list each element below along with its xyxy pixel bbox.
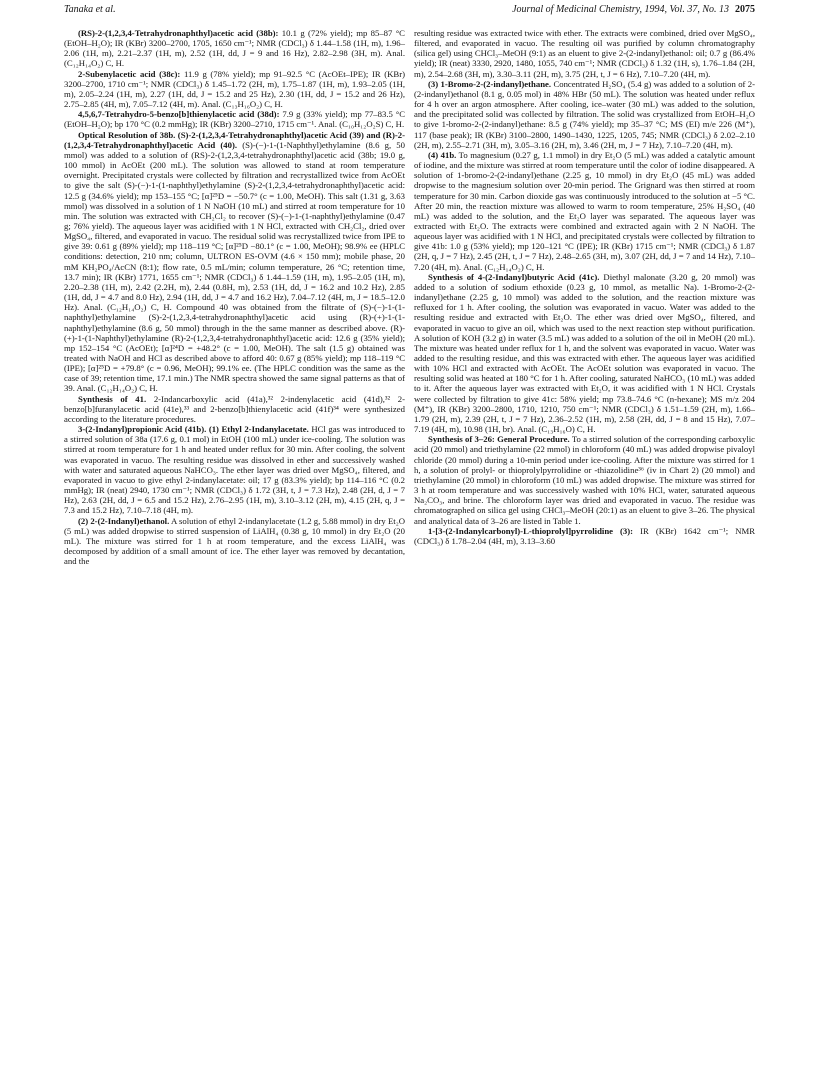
paragraph-body: HCl gas was introduced to a stirred solution of 38a (17.6 g, 0.1 mol) in EtOH (100 mL) under ice-cooling. The solution was stirred at room temperature for 1 h and heated under reflux for 30 min. After cooling, the solvent was evaporated in vacuo. The resulting residue was dissolved in ether and successively washed with water and saturated aqueous NaHCO₃. The ether layer was dried over MgSO₄, filtered, and evaporated in vacuo to give ethyl 2-indanylacetate: oil; 17 g (83.3% yield); bp 114–116 °C (0.2 mmHg); IR (neat) 2940, 1730 cm⁻¹; NMR (CDCl₃) δ 1.72 (3H, t, J = 7.3 Hz), 2.48 (2H, d, J = 7 Hz), 2.63 (2H, dd, J = 6.5 and 15.2 Hz), 2.76–2.95 (1H, m), 3.10–3.12 (2H, m), 4.15 (2H, q, J = 7.3 and 15.2 Hz), 7.10–7.18 (4H, m).: [64, 424, 406, 516]
paragraph: [414, 150, 755, 272]
paragraph: [64, 130, 405, 394]
paragraph-heading: Optical Resolution of 38b. (S)-2-(1,2,3,4-Tetrahydronaphthyl)acetic Acid (39) and (R)-2-(1,2,3,4-Tetrahydronaphthyl)acetic Acid (40).: [64, 129, 405, 150]
paragraph-body: 10.1 g (72% yield); mp 85–87 °C (EtOH–H₂O); IR (KBr) 3200–2700, 1705, 1650 cm⁻¹; NMR (CDCl₃) δ 1.44–1.58 (1H, m), 1.96–2.06 (1H, m), 2.21–2.37 (1H, m), 2.52 (1H, dd, J = 9 and 16 Hz), 2.82–2.98 (3H, m). Anal. (C₁₂H₁₄O₂) C, H.: [64, 28, 405, 69]
paragraph: [414, 272, 755, 435]
running-header: [64, 4, 755, 22]
header-authors: Tanaka et al.: [64, 4, 116, 15]
paragraph-body: 2-Indancarboxylic acid (41a),³² 2-indenylacetic acid (41d),³² 2-benzo[b]furanylacetic acid (41e),³³ and 2-benzo[b]thienylacetic acid (41f)³⁴ were synthesized according to the literature procedures.: [64, 393, 406, 424]
header-journal: [512, 4, 755, 15]
paragraph-body: IR (KBr) 1642 cm⁻¹; NMR (CDCl₃) δ 1.78–2.04 (4H, m), 3.13–3.60: [414, 525, 756, 546]
paragraph: [414, 28, 755, 79]
paragraph-body: To magnesium (0.27 g, 1.1 mmol) in dry Et₂O (5 mL) was added a catalytic amount of iodine, and the mixture was stirred at room temperature until the color of iodine disappeared. A solution of 1-bromo-2-(2-indanyl)ethane (2.25 g, 10 mmol) in dry Et₂O (45 mL) was added dropwise to the magnesium solution over 20-min period. The Grignard was then stirred at room temperature for 30 min. Carbon dioxide gas was continuously introduced to the solution at −5 °C. After 20 min, the reaction mixture was allowed to warm to room temperature, 25% H₂SO₄ (40 mL) was added to the solution, and the Et₂O layer was separated. The aqueous layer was extracted with Et₂O. The extracts were combined and extracted again with 2 N NaOH. The aqueous layer was acidified with 1 N HCl, and precipitated crystals were collected by filtration to give 41b: 1.0 g (53% yield); mp 120–121 °C (IPE); IR (KBr) 1715 cm⁻¹; NMR (CDCl₃) δ 1.87 (2H, q, J = 7 Hz), 2.45 (2H, t, J = 7 Hz), 2.48–2.65 (3H, m), 3.07 (2H, dd, J = 7 and 14 Hz), 7.10–7.20 (4H, m). Anal. (C₁₂H₁₄O₂) C, H.: [414, 149, 755, 272]
paragraph: [64, 109, 405, 129]
right-column: [414, 28, 755, 546]
paragraph: [64, 516, 405, 567]
paragraph-body: 11.9 g (78% yield); mp 91–92.5 °C (AcOEt–IPE); IR (KBr) 3200–2700, 1710 cm⁻¹; NMR (CDCl₃) δ 1.45–1.72 (2H, m), 1.75–1.87 (1H, m), 1.93–2.05 (1H, m), 2.05–2.24 (1H, m), 2.27 (1H, dd, J = 15.2 and 25 Hz), 2.30 (1H, dd, J = 15.2 and 26 Hz), 2.75–2.85 (4H, m), 7.05–7.12 (4H, m). Anal. (C₁₃H₁₆O₂) C, H.: [64, 68, 405, 110]
paragraph-heading: Synthesis of 3–26: General Procedure.: [428, 434, 570, 445]
paragraph: [64, 28, 405, 69]
paragraph-body: resulting residue was extracted twice with ether. The extracts were combined, dried over MgSO₄, filtered, and evaporated in vacuo. The resulting oil was purified by column chromatography (silica gel) using CHCl₃–MeOH (9:1) as an eluent to give 2-(2-indanyl)ethanol: oil; 0.7 g (86.4% yield); IR (neat) 3330, 2920, 1480, 1055, 740 cm⁻¹; NMR (CDCl₃) δ 1.32 (1H, s), 1.76–1.84 (2H, m), 2.54–2.68 (3H, m), 3.30–3.11 (2H, m), 3.75 (2H, t, J = 6 Hz), 7.10–7.20 (4H, m).: [414, 28, 755, 79]
paragraph: [64, 69, 405, 110]
paragraph: [64, 424, 405, 515]
paragraph-heading: (3) 1-Bromo-2-(2-indanyl)ethane.: [428, 78, 552, 89]
paragraph-body: Concentrated H₂SO₄ (5.4 g) was added to a solution of 2-(2-indanyl)ethanol (8.1 g, 0.05 mol) in 48% HBr (50 mL). The solution was heated under reflux for 4 h over an argon atmosphere. After cooling, ice–water (30 mL) was added to the solution, and the precipitated solid was collected by filtration. The solid was crystallized from EtOH–H₂O to give 1-bromo-2-(2-indanyl)ethane: 8.5 g (74% yield); mp 35–37 °C; MS (EI) m/e 226 (M⁺), 117 (base peak); IR (KBr) 3100–2800, 1490–1430, 1225, 1205, 745; NMR (CDCl₃) δ 2.02–2.10 (2H, m), 2.55–2.71 (3H, m), 3.05–3.16 (2H, m), 3.46 (2H, m, J = 7 Hz), 7.10–7.20 (4H, m).: [414, 78, 756, 150]
paragraph-body: A solution of ethyl 2-indanylacetate (1.2 g, 5.88 mmol) in dry Et₂O (5 mL) was added dropwise to stirred suspension of LiAlH₄ (0.38 g, 10 mmol) in dry Et₂O (20 mL). The mixture was stirred for 1 h at room temperature, and the excess LiAlH₄ was decomposed by addition of a small amount of ice. The ether layer was removed by decantation, and the: [64, 515, 405, 567]
paragraph: [64, 394, 405, 424]
paragraph-heading: Synthesis of 41.: [78, 393, 147, 404]
paragraph-body: 7.9 g (33% yield); mp 77–83.5 °C (EtOH–H₂O); bp 170 °C (0.2 mmHg); IR (KBr) 3200–2710, 1715 cm⁻¹. Anal. (C₁₀H₁₂O₂S) C, H.: [64, 109, 405, 130]
paragraph-heading: Synthesis of 4-(2-Indanyl)butyric Acid (41c).: [428, 271, 600, 282]
paragraph-heading: 3-(2-Indanyl)propionic Acid (41b). (1) Ethyl 2-Indanylacetate.: [78, 424, 309, 435]
paragraph-body: Diethyl malonate (3.20 g, 20 mmol) was added to a solution of sodium ethoxide (0.23 g, 10 mmol, as metallic Na). 1-Bromo-2-(2-indanyl)ethane (2.25 g, 10 mmol) was added to the solution, and the reaction mixture was refluxed for 1 h. After cooling, the solution was evaporated in vacuo. Water was added to the resulting residue and extracted with Et₂O. The ether was dried over MgSO₄, filtered, and evaporated in vacuo to give an oil, which was used to the next reaction step without purification. A solution of KOH (3.2 g) in water (3.5 mL) was added to a solution of the oil in MeOH (20 mL). The mixture was heated under reflux for 1 h, and the solvent was evaporated in vacuo. Water was added to the resulting residue, and this was extracted with ether. The aqueous layer was acidified with 10% HCl and extracted with AcOEt. The AcOEt solution was evaporated in vacuo. The resulting solid was heated at 180 °C for 1 h. After cooling, saturated NaHCO₃ (10 mL) was added to it. After the aqueous layer was extracted with Et₂O, it was acidified with 1 N HCl. Crystals were collected by filtration to give 41c: 58% yield; mp 73.8–74.6 °C (n-hexane); MS m/z 204 (M⁺), IR (KBr) 3200–2800, 1710, 1210, 750 cm⁻¹; NMR (CDCl₃) δ 1.51–1.59 (2H, m), 1.66–1.79 (2H, m), 2.39 (2H, t, J = 7 Hz), 2.36–2.52 (1H, m), 2.58 (2H, dd, J = 8 and 15 Hz), 7.07–7.19 (4H, m), 10.98 (1H, br). Anal. (C₁₃H₁₆O) C, H.: [414, 271, 755, 435]
paragraph: [414, 79, 755, 150]
paragraph-heading: (4) 41b.: [428, 149, 457, 160]
paragraph-heading: 2-Subenylacetic acid (38c):: [78, 68, 181, 79]
paragraph-body: To a stirred solution of the corresponding carboxylic acid (20 mmol) and triethylamine (22 mmol) in chloroform (40 mL) was added dropwise pivaloyl chloride (20 mmol) during a 10-min period under ice-cooling. After the mixture was stirred for 1 h, a solution of prolyl- or thioprolylpyrrolidine or -thiazolidine³⁶ (iv in Chart 2) (20 mmol) and triethylamine (20 mmol) in chloroform (10 mL) was added dropwise. The mixture was stirred for 3 h at room temperature and was successively washed with 10% HCl, water, saturated aqueous Na₂CO₃, and brine. The chloroform layer was dried and evaporated in vacuo. The residue was chromatographed on silica gel using CHCl₃–MeOH (20:1) as an eluent to give 3–26. The physical and analytical data of 3–26 are listed in Table 1.: [414, 434, 755, 526]
paragraph-heading: (RS)-2-(1,2,3,4-Tetrahydronaphthyl)acetic acid (38b):: [78, 28, 279, 38]
paragraph-heading: 1-[3-(2-Indanylcarbonyl)-L-thioprolyl]pyrrolidine (3):: [428, 525, 634, 536]
page-number: 2075: [735, 4, 755, 15]
paragraph-heading: 4,5,6,7-Tetrahydro-5-benzo[b]thienylacetic acid (38d):: [78, 109, 280, 120]
left-column: [64, 28, 405, 566]
paragraph: [414, 434, 755, 525]
header-citation: Journal of Medicinal Chemistry, 1994, Vol. 37, No. 13: [512, 4, 729, 15]
paragraph-body: (S)-(−)-1-(1-Naphthyl)ethylamine (8.6 g, 50 mmol) was added to a solution of (RS)-2-(1,2,3,4-tetrahydronaphthyl)acetic acid (38b; 19.0 g, 100 mmol) in AcOEt (200 mL). The solution was allowed to stand at room temperature overnight. Precipitated crystals were collected by filtration and recrystallized twice from AcOEt to give the salt (S)-(−)-1-(1-naphthyl)ethylamine (S)-2-(1,2,3,4-tetrahydronaphthyl)acetic acid: 12.5 g (34.6% yield); mp 153–155 °C; [α]²⁵D = −50.7° (c = 1.00, MeOH). This salt (1.31 g, 3.63 mmol) was dissolved in a solution of 1 N NaOH (10 mL) and stirred at room temperature for 10 min. The solution was extracted with CH₂Cl₂ to recover (S)-(−)-1-(1-naphthyl)ethylamine (0.47 g; 76% yield). The aqueous layer was acidified with 1 N HCl, extracted with CH₂Cl₂, dried over MgSO₄, filtered, and evaporated in vacuo. The residual solid was recrystallized twice from IPE to give 39: 0.61 g (89% yield); mp 118–119 °C; [α]²⁵D −80.1° (c = 1.00, MeOH); 98.9% ee (HPLC conditions: detection, 210 nm; column, ULTRON ES-OVM (4.6 × 150 mm); mobile phase, 20 mM KH₂PO₄/AcCN (8:1); flow rate, 0.5 mL/min; column temperature, 26 °C; retention time, 13.7 min); IR (KBr) 1771, 1655 cm⁻¹; NMR (CDCl₃) δ 1.44–1.59 (1H, m), 1.95–2.05 (1H, m), 2.20–2.38 (1H, m), 2.42 (2.2H, m), 2.44 (0.8H, m), 2.53 (1H, dd, J = 16.2 and 10.2 Hz), 2.85 (1H, dd, J = 4.7 and 8.0 Hz), 2.94 (1H, dd, J = 4.7 and 16.2 Hz), 7.04–7.12 (4H, m, J = 18.5–12.0 Hz). Anal. (C₁₂H₁₄O₂) C, H. Compound 40 was obtained from the filtrate of (S)-(−)-1-(1-naphthyl)ethylamine (S)-2-(1,2,3,4-tetrahydronaphthyl)acetic acid using (R)-(+)-1-(1-naphthyl)ethylamine (8.6 g, 50 mmol) through in the the same manner as described above. (R)-(+)-1-(1-Naphthyl)ethylamine (R)-2-(1,2,3,4-tetrahydronaphthyl)acetic acid: 12.6 g (35% yield); mp 152–154 °C (AcOEt); [α]²⁴D = +48.2° (c = 1.00, MeOH). The salt (1.5 g) obtained was treated with NaOH and HCl as described above to afford 40: 0.67 g (85% yield); mp 118–119 °C (IPE); [α]²⁵D = +79.8° (c = 0.96, MeOH); 99.1% ee. (The HPLC condition was the same as the case of 39; retention time, 17.1 min.) The NMR spectra showed the same signal patterns as that of 39. Anal. (C₁₂H₁₄O₂) C, H.: [64, 139, 405, 394]
paragraph-heading: (2) 2-(2-Indanyl)ethanol.: [78, 515, 170, 526]
paragraph: [414, 526, 755, 546]
